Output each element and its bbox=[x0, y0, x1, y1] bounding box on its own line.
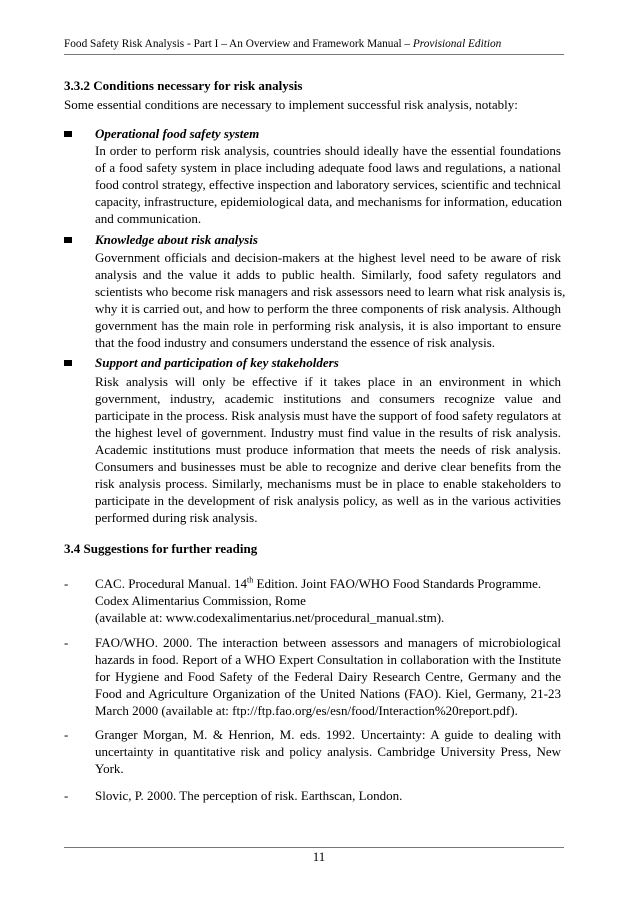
bullet-square-icon bbox=[64, 237, 72, 243]
ref-cac-text: Edition. Joint FAO/WHO Food Standards Programme. bbox=[253, 576, 542, 591]
bullet-square-icon bbox=[64, 360, 72, 366]
reference-dash: - bbox=[64, 727, 69, 742]
text-line: York. bbox=[95, 761, 124, 776]
text-line: March 2000 (available at: ftp://ftp.fao.org/es/esn/food/Interaction%20report.pdf). bbox=[95, 703, 518, 718]
text-line: government, industry, academic institutions and consumers recognize value and bbox=[95, 391, 561, 406]
bullet-title-knowledge: Knowledge about risk analysis bbox=[95, 232, 258, 247]
text-line: Slovic, P. 2000. The perception of risk. Earthscan, London. bbox=[95, 788, 403, 803]
text-line: why it is carried out, and how to perform the three components of risk analysis. Although bbox=[95, 301, 561, 316]
text-line: In order to perform risk analysis, countries should ideally have the essential foundations bbox=[95, 143, 561, 158]
bullet-title-stakeholders: Support and participation of key stakeholders bbox=[95, 355, 339, 370]
text-line: participate in the process. Risk analysis must have the support of food safety regulators at bbox=[95, 408, 562, 423]
reference-fao-who bbox=[95, 634, 561, 719]
text-line: analysis and the value it adds to public health. Similarly, food safety regulators and bbox=[95, 267, 561, 282]
bullet-title-operational: Operational food safety system bbox=[95, 126, 260, 141]
bullet-text-stakeholders bbox=[95, 373, 561, 526]
text-line: FAO/WHO. 2000. The interaction between assessors and managers of microbiological bbox=[95, 635, 561, 650]
text-line: Granger Morgan, M. & Henrion, M. eds. 1992. Uncertainty: A guide to dealing with bbox=[95, 727, 561, 742]
section-intro: Some essential conditions are necessary to implement successful risk analysis, notably: bbox=[64, 97, 518, 112]
reference-granger-morgan bbox=[95, 726, 561, 777]
text-line: uncertainty in quantitative risk and policy analysis. Cambridge University Press, New bbox=[95, 744, 561, 759]
reference-dash: - bbox=[64, 576, 69, 591]
text-line: Risk analysis will only be effective if it takes place in an environment in which bbox=[95, 374, 561, 389]
ref-cac-superscript: th bbox=[247, 575, 254, 585]
page-number: 11 bbox=[312, 849, 326, 864]
text-line: Consumers and businesses must be able to recognize and derive clear benefits from the bbox=[95, 459, 561, 474]
text-line: capacity, infrastructure, epidemiological data, and mechanisms for information, education bbox=[95, 194, 562, 209]
bullet-text-knowledge bbox=[95, 249, 566, 351]
text-line: performed during risk analysis. bbox=[95, 510, 258, 525]
header-edition: Provisional Edition bbox=[412, 38, 502, 50]
text-line: Academic institutions must produce information that meets the needs of risk analysis. bbox=[95, 442, 561, 457]
text-line: that the food industry and consumers understand the essence of risk analysis. bbox=[95, 335, 496, 350]
text-line: Government officials and decision-makers at the highest level need to be aware of risk bbox=[95, 250, 561, 265]
text-line: for Hygiene and Food Safety of the Federal Dairy Research Centre, Germany and the bbox=[95, 669, 561, 684]
header-rule bbox=[64, 54, 564, 55]
section-heading-3-4: 3.4 Suggestions for further reading bbox=[64, 541, 258, 556]
bullet-square-icon bbox=[64, 131, 72, 137]
reference-slovic bbox=[95, 787, 561, 804]
text-line: risk analysis process. Similarly, mechanisms must be in place to enable stakeholders to bbox=[95, 476, 561, 491]
reference-dash: - bbox=[64, 788, 69, 803]
text-line: government has the main role in performing risk analysis, it is also important to ensure bbox=[95, 318, 561, 333]
text-line: hazards in food. Report of a WHO Expert Consultation in collaboration with the Institute bbox=[95, 652, 561, 667]
bullet-text-operational bbox=[95, 142, 561, 227]
text-line: (available at: www.codexalimentarius.net/procedural_manual.stm). bbox=[95, 610, 445, 625]
text-line: the highest level of government. Industry must find value in the results of risk analysis. bbox=[95, 425, 561, 440]
section-heading-3-3-2: 3.3.2 Conditions necessary for risk analysis bbox=[64, 78, 303, 93]
text-line: Food and Agriculture Organization of the United Nations (FAO). Kiel, Germany, 21-23 bbox=[95, 686, 561, 701]
ref-cac-text: CAC. Procedural Manual. 14 bbox=[95, 576, 248, 591]
header-text: Food Safety Risk Analysis - Part I – An Overview and Framework Manual – bbox=[64, 38, 413, 50]
running-header bbox=[64, 37, 564, 51]
reference-dash: - bbox=[64, 635, 69, 650]
text-line: of a food safety system in place including adequate food laws and regulations, a national bbox=[95, 160, 561, 175]
text-line: scientists who become risk managers and risk assessors need to learn what risk analysis is, bbox=[95, 284, 566, 299]
reference-cac bbox=[95, 575, 561, 626]
text-line: participate in the development of risk analysis policy, as well as in the various activities bbox=[95, 493, 561, 508]
text-line bbox=[95, 575, 561, 592]
text-line: food control strategy, effective inspection and laboratory services, scientific and technical bbox=[95, 177, 562, 192]
text-line: and communication. bbox=[95, 211, 202, 226]
text-line: Codex Alimentarius Commission, Rome bbox=[95, 593, 306, 608]
